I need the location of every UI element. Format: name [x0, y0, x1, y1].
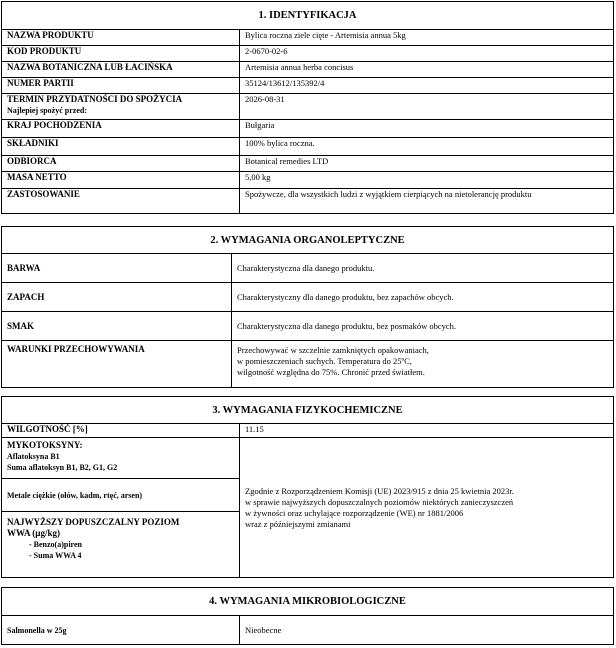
label-moisture: WILGOTNOŚĆ [%] [2, 424, 240, 438]
best-before-title: TERMIN PRZYDATNOŚCI DO SPOŻYCIA [7, 94, 183, 104]
row-botanical-name [2, 62, 614, 78]
regulation-line-1: Zgodnie z Rozporządzeniem Komisji (UE) 2023/915 z dnia 25 kwietnia 2023r. [245, 485, 514, 496]
row-product-code [2, 46, 614, 62]
label-taste: SMAK [2, 312, 232, 341]
label-pah [2, 512, 240, 578]
regulation-line-4: wraz z późniejszymi zmianami [245, 518, 351, 529]
pah-title-line-2: WWA (µg/kg) [7, 528, 60, 538]
row-smell [2, 283, 614, 312]
section-physicochemical [1, 396, 614, 578]
pah-sum: - Suma WWA 4 [29, 551, 82, 560]
row-net-mass [2, 172, 614, 189]
value-batch-number: 35124/13612/135392/4 [240, 78, 614, 94]
value-best-before: 2026-08-31 [240, 94, 614, 120]
value-colour: Charakterystyczna dla danego produktu. [232, 254, 614, 283]
section-microbiological [1, 587, 614, 645]
label-salmonella: Salmonella w 25g [2, 616, 240, 645]
row-country-origin [2, 120, 614, 138]
value-salmonella: Nieobecne [240, 616, 614, 645]
mycotoxins-title: MYKOTOKSYNY: [7, 440, 83, 450]
value-ingredients: 100% bylica roczna. [240, 138, 614, 156]
row-ingredients [2, 138, 614, 156]
best-before-subtitle: Najlepiej spożyć przed: [7, 106, 87, 115]
section-identification [1, 1, 614, 214]
label-ingredients: SKŁADNIKI [2, 138, 240, 156]
row-best-before [2, 94, 614, 120]
label-batch-number: NUMER PARTII [2, 78, 240, 94]
label-recipient: ODBIORCA [2, 156, 240, 172]
label-heavy-metals: Metale ciężkie (ołów, kadm, rtęć, arsen) [2, 479, 240, 512]
section-title-organoleptic: 2. WYMAGANIA ORGANOLEPTYCZNE [2, 227, 614, 254]
row-mycotoxins [2, 438, 614, 479]
label-colour: BARWA [2, 254, 232, 283]
label-smell: ZAPACH [2, 283, 232, 312]
value-product-code: 2-0670-02-6 [240, 46, 614, 62]
pah-title-line-1: NAJWYŻSZY DOPUSZCZALNY POZIOM [7, 517, 180, 527]
storage-line-2: w pomieszczeniach suchych. Temperatura do 25ºC, [237, 356, 412, 366]
section-organoleptic [1, 226, 614, 388]
regulation-line-3: w żywności oraz uchylające rozporządzenie (WE) nr 1881/2006 [245, 507, 464, 518]
row-colour [2, 254, 614, 283]
label-country-origin: KRAJ POCHODZENIA [2, 120, 240, 138]
value-net-mass: 5,00 kg [240, 172, 614, 189]
row-taste [2, 312, 614, 341]
row-application [2, 189, 614, 214]
value-botanical-name: Artemisia annua herba concisus [240, 62, 614, 78]
value-country-origin: Bułgaria [240, 120, 614, 138]
section-title-physicochemical: 3. WYMAGANIA FIZYKOCHEMICZNE [2, 397, 614, 424]
label-net-mass: MASA NETTO [2, 172, 240, 189]
label-product-code: KOD PRODUKTU [2, 46, 240, 62]
regulation-line-2: w sprawie najwyższych dopuszczalnych poziomów niektórych zanieczyszczeń [245, 496, 514, 507]
value-recipient: Botanical remedies LTD [240, 156, 614, 172]
section-title-identification: 1. IDENTYFIKACJA [2, 2, 614, 30]
value-smell: Charakterystyczny dla danego produktu, bez zapachów obcych. [232, 283, 614, 312]
section-title-microbiological: 4. WYMAGANIA MIKROBIOLOGICZNE [2, 588, 614, 616]
row-product-name [2, 30, 614, 46]
value-storage [232, 341, 614, 388]
row-moisture [2, 424, 614, 438]
value-product-name: Bylica roczna ziele cięte - Artemisia annua 5kg [240, 30, 614, 46]
value-taste: Charakterystyczna dla danego produktu, bez posmaków obcych. [232, 312, 614, 341]
label-storage: WARUNKI PRZECHOWYWANIA [2, 341, 232, 388]
storage-line-1: Przechowywać w szczelnie zamkniętych opakowaniach, [237, 345, 429, 355]
pah-benzopyrene: - Benzo(a)piren [29, 540, 82, 549]
label-product-name: NAZWA PRODUKTU [2, 30, 240, 46]
value-regulation [240, 438, 614, 578]
row-storage [2, 341, 614, 388]
value-application: Spożywcze, dla wszystkich ludzi z wyjątkiem cierpiących na nietolerancję produktu [240, 189, 614, 214]
label-application: ZASTOSOWANIE [2, 189, 240, 214]
mycotoxin-aflatoxin-b1: Aflatoksyna B1 [7, 452, 60, 461]
row-batch-number [2, 78, 614, 94]
mycotoxin-aflatoxin-sum: Suma aflatoksyn B1, B2, G1, G2 [7, 463, 118, 472]
label-botanical-name: NAZWA BOTANICZNA LUB ŁACIŃSKA [2, 62, 240, 78]
label-mycotoxins [2, 438, 240, 479]
value-moisture: 11.15 [240, 424, 614, 438]
row-salmonella [2, 616, 614, 645]
storage-line-3: wilgotność względna do 75%. Chronić przed światłem. [237, 367, 425, 377]
row-recipient [2, 156, 614, 172]
label-best-before [2, 94, 240, 120]
